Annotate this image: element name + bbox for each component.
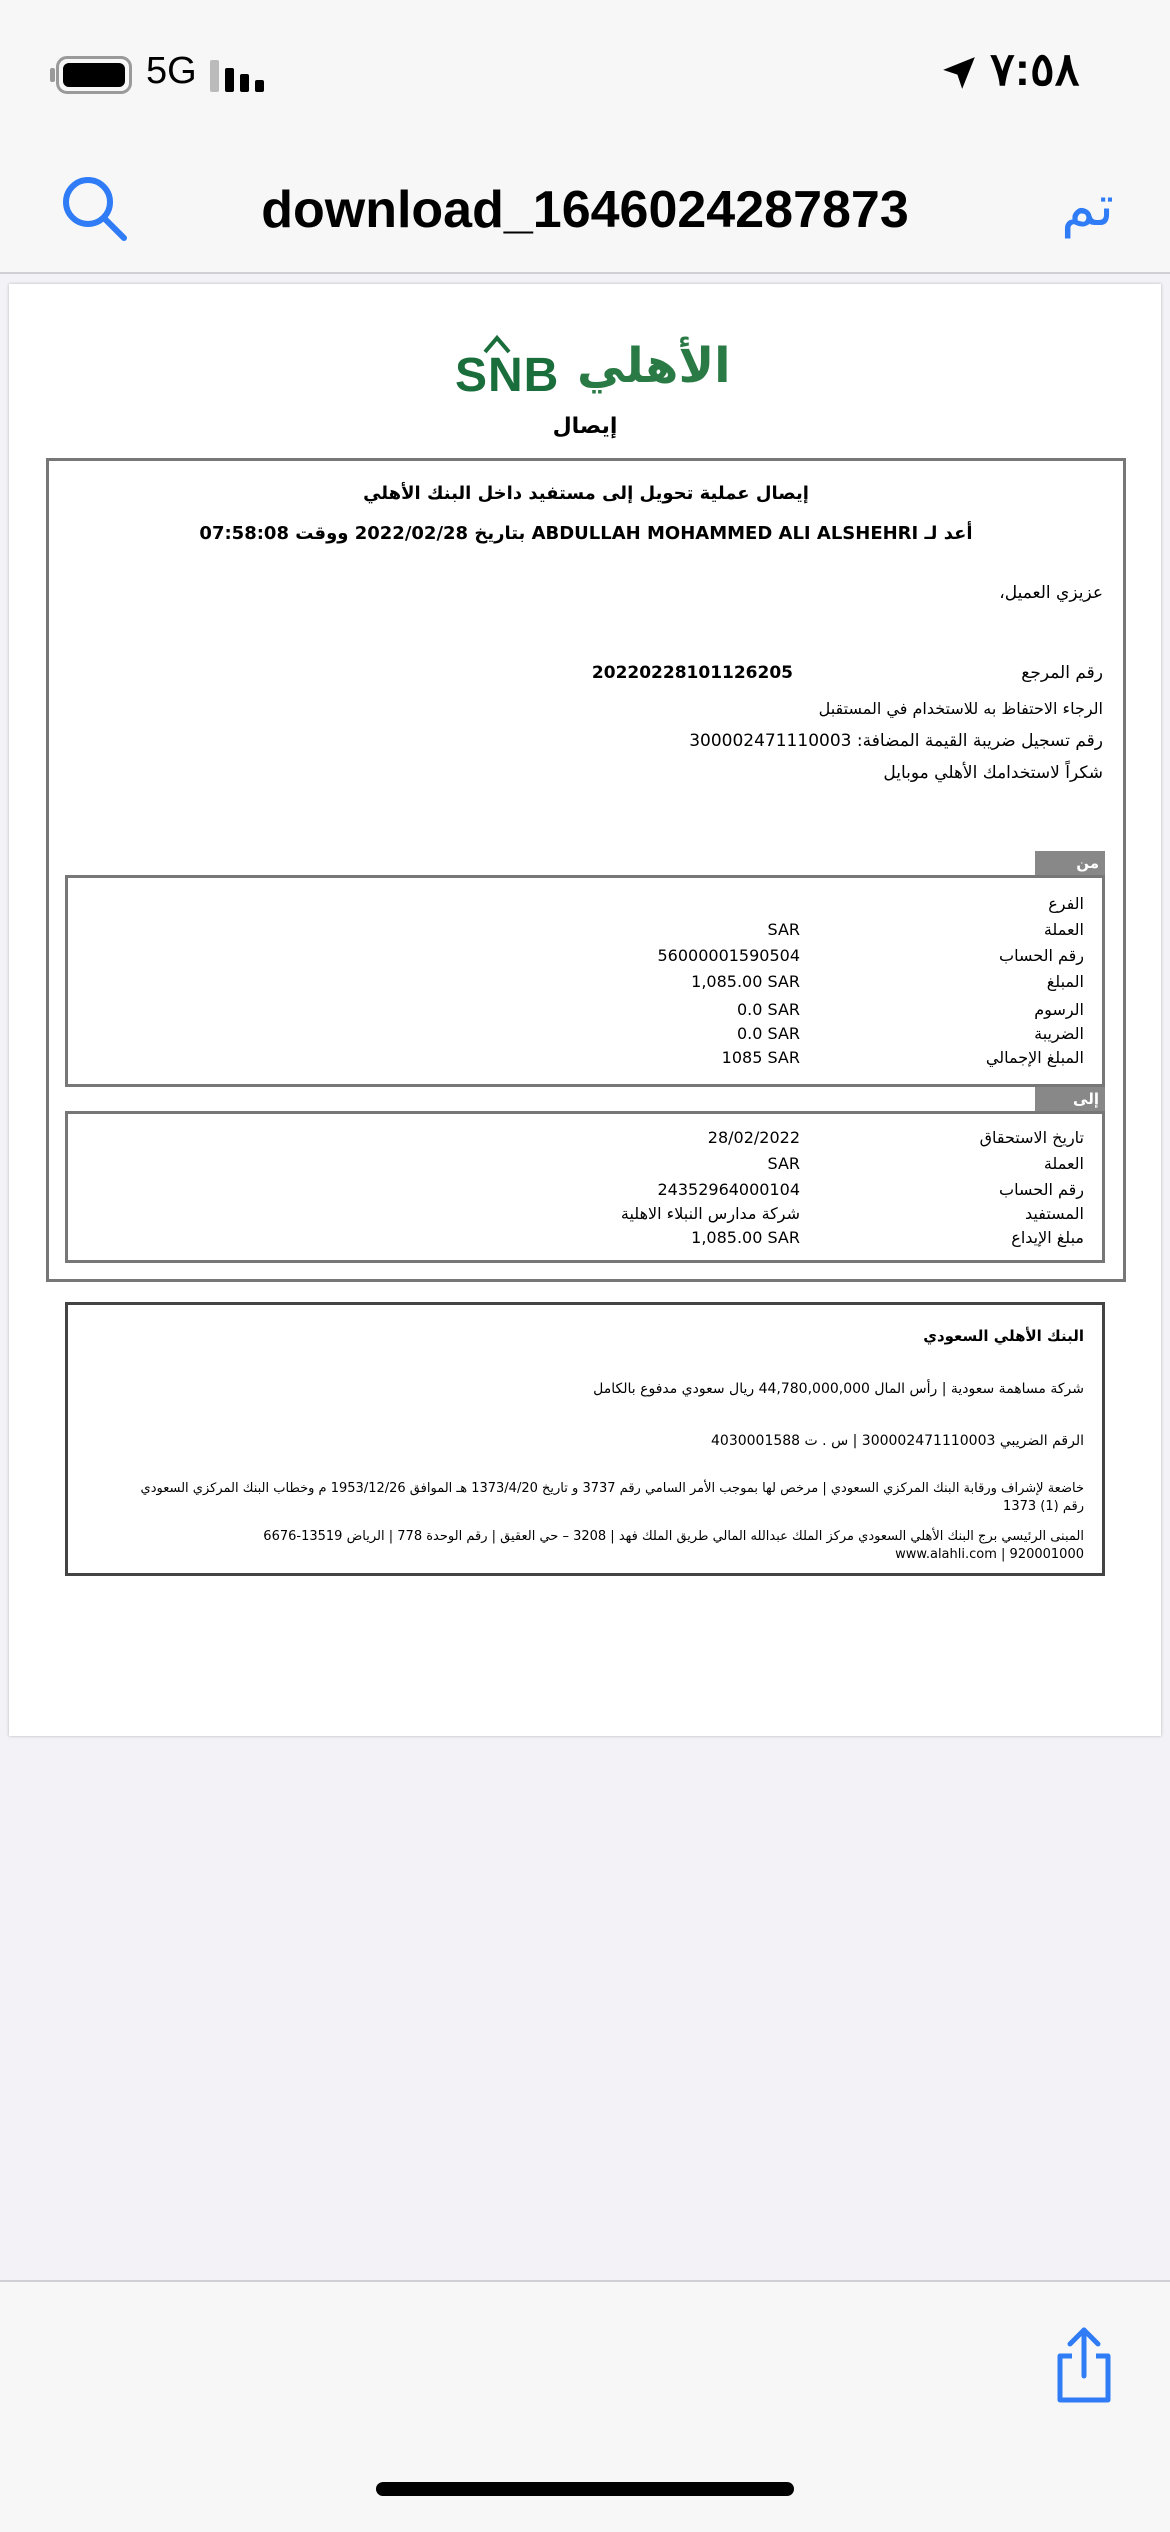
document-page [9,284,1161,1736]
battery-icon [56,56,132,94]
vat-line: رقم تسجيل ضريبة القيمة المضافة: 300002471110003 [689,731,1103,751]
from-row-value: 0.0 SAR [736,1024,800,1043]
receipt-box [46,458,1126,1282]
status-time: ٧:٥٨ [990,43,1080,95]
network-type: 5G [146,50,197,92]
share-icon[interactable] [1052,2326,1116,2406]
footer-tax: الرقم الضريبي 300002471110003 | س . ت 4030001588 [711,1433,1084,1449]
signal-icon [210,60,270,92]
from-row-value: SAR [767,920,800,939]
done-button[interactable]: تم [1061,174,1114,239]
footer-address-2: 920001000 | www.alahli.com [895,1547,1084,1562]
to-row-value: SAR [767,1154,800,1173]
to-row-label: مبلغ الإيداع [1011,1228,1084,1247]
from-row-label: المبلغ الإجمالي [985,1048,1084,1067]
from-section [65,875,1105,1087]
bank-footer [65,1302,1105,1576]
to-row-label: رقم الحساب [999,1180,1084,1199]
from-row-label: رقم الحساب [999,946,1084,965]
reference-label: رقم المرجع [1021,663,1103,683]
from-row-label: المبلغ [1046,972,1084,991]
to-section [65,1111,1105,1263]
receipt-title: إيصال عملية تحويل إلى مستفيد داخل البنك الأهلي [363,483,809,504]
thanks-line: شكراً لاستخدامك الأهلي موبايل [883,763,1103,783]
keep-note: الرجاء الاحتفاظ به للاستخدام في المستقبل [818,699,1103,718]
greeting: عزيزي العميل، [999,583,1103,603]
reference-value: 20220228101126205 [591,663,793,683]
to-row-value: 28/02/2022 [707,1128,800,1147]
logo-text-latin: SNB [455,349,560,402]
from-row-value: 1,085.00 SAR [691,972,800,991]
to-row-label: العملة [1043,1154,1084,1173]
from-row-label: الرسوم [1034,1000,1084,1019]
footer-license-1: خاضعة لإشراف ورقابة البنك المركزي السعودي | مرخص لها بموجب الأمر السامي رقم 3737 و تاريخ 1373/4/20 هـ الموافق 1953/12/26 م وخطاب البنك المركزي السعودي [140,1481,1084,1496]
snb-logo [449,332,731,402]
battery-cap [50,68,55,82]
receipt-heading: إيصال [552,414,618,439]
from-row-value: 1085 SAR [721,1048,800,1067]
from-row-label: العملة [1043,920,1084,939]
footer-bank-name: البنك الأهلي السعودي [923,1327,1084,1345]
to-row-value: شركة مدارس النبلاء الاهلية [620,1204,800,1223]
from-row-label: الفرع [1048,894,1084,913]
from-row-value: 0.0 SAR [736,1000,800,1019]
home-indicator[interactable] [376,2482,794,2496]
document-title: download_1646024287873 [261,181,909,239]
footer-address-1: المبنى الرئيسي برج البنك الأهلي السعودي مركز الملك عبدالله المالي طريق الملك فهد | 3208 – حي العقيق | رقم الوحدة 778 | الرياض 13519-6676 [263,1529,1084,1544]
to-row-value: 24352964000104 [657,1180,800,1199]
footer-capital: شركة مساهمة سعودية | رأس المال 44,780,000,000 ريال سعودي مدفوع بالكامل [593,1381,1084,1397]
navigation-bar [0,150,1170,274]
from-row-value: 56000001590504 [657,946,800,965]
to-tab: إلى [1035,1087,1105,1113]
from-tab: من [1035,851,1105,877]
location-arrow-icon [940,54,978,92]
to-row-value: 1,085.00 SAR [691,1228,800,1247]
status-bar [0,0,1170,150]
logo-text-arabic: الأهلي [577,338,731,394]
from-row-label: الضريبة [1034,1024,1084,1043]
footer-license-2: رقم (1) 1373 [1003,1499,1084,1514]
prepared-for: أعد لـ ABDULLAH MOHAMMED ALI ALSHEHRI بتاريخ 2022/02/28 ووقت 07:58:08 [199,523,973,544]
to-row-label: المستفيد [1025,1204,1084,1223]
to-row-label: تاريخ الاستحقاق [979,1128,1084,1147]
